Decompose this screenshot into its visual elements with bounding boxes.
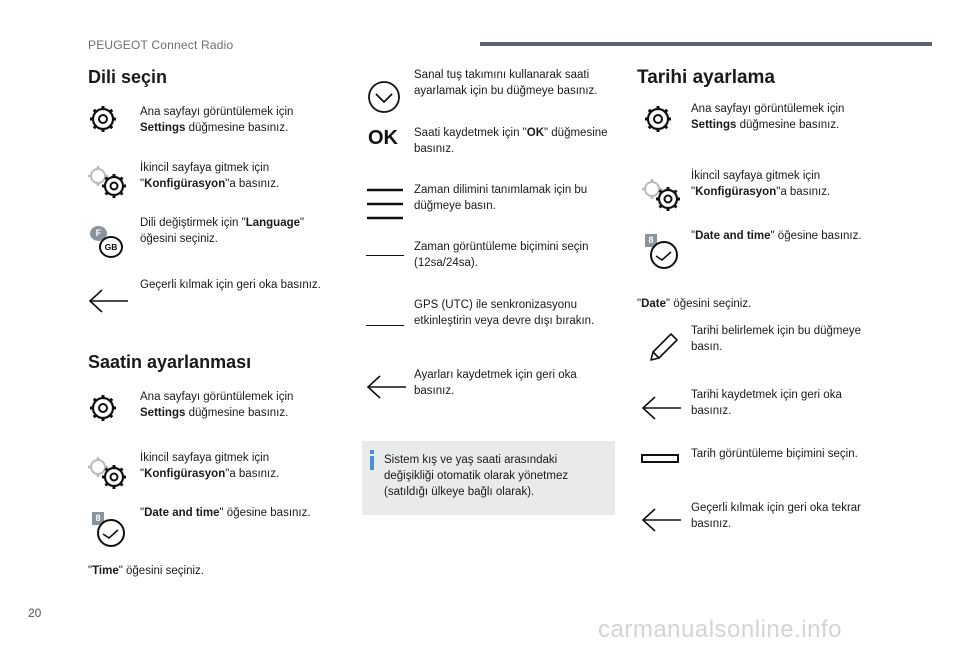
tarih-step-5: Tarihi kaydetmek için geri oka basınız. (691, 389, 842, 417)
language-flag-icon (90, 226, 126, 256)
pencil-icon (645, 330, 681, 366)
back-arrow-icon (88, 288, 130, 314)
section-title-saat: Saatin ayarlanması (88, 352, 252, 372)
date-format-icon (641, 454, 679, 463)
mid-step-4: Zaman görüntüleme biçimini seçin (12sa/24sa). (414, 241, 589, 269)
flag-gb-badge: GB (99, 236, 123, 258)
info-note-text: Sistem kış ve yaş saati arasındaki değişikliği otomatik olarak yönetmez (satıldığı ülkeye bağlı olarak). (384, 454, 569, 498)
page-number: 20 (28, 606, 42, 620)
mid-step-6: Ayarları kaydetmek için geri oka basınız. (414, 369, 577, 397)
dili-step-1: Ana sayfayı görüntülemek için Settings düğmesine basınız. (140, 106, 294, 134)
dili-step-2: İkincil sayfaya gitmek için "Konfigürasyon"a basınız. (140, 162, 280, 190)
gear-icon (643, 104, 673, 134)
header-title: PEUGEOT Connect Radio (88, 38, 234, 52)
tarih-step-6: Tarih görüntüleme biçimini seçin. (691, 448, 858, 460)
mid-step-1: Sanal tuş takımını kullanarak saati ayarlamak için bu düğmeye basınız. (414, 69, 598, 97)
gear-icon (88, 104, 118, 134)
back-arrow-icon (641, 395, 683, 421)
dili-step-4: Geçerli kılmak için geri oka basınız. (140, 279, 321, 291)
toggle-line-icon (366, 325, 404, 326)
tarih-step-4: Tarihi belirlemek için bu düğmeye basın. (691, 325, 862, 353)
clock-number-badge: 8 (92, 512, 104, 525)
mid-step-5: GPS (UTC) ile senkronizasyonu etkinleştirin veya devre dışı bırakın. (414, 299, 595, 327)
menu-lines-icon (366, 187, 404, 221)
tarih-step-1: Ana sayfayı görüntülemek için Settings düğmesine basınız. (691, 103, 845, 131)
mid-step-3: Zaman dilimini tanımlamak için bu düğmeye basın. (414, 184, 588, 212)
gear-icon (88, 393, 118, 423)
clock-number-badge: 8 (645, 234, 657, 247)
tarih-step-3: "Date and time" öğesine basınız. (691, 230, 862, 242)
toggle-line-icon (366, 255, 404, 256)
clock-icon (92, 512, 128, 552)
saat-step-3: "Date and time" öğesine basınız. (140, 507, 311, 519)
double-gear-icon (86, 455, 128, 491)
header-bar (480, 42, 932, 46)
tarih-step-2: İkincil sayfaya gitmek için "Konfigürasyon"a basınız. (691, 170, 831, 198)
saat-step-1: Ana sayfayı görüntülemek için Settings düğmesine basınız. (140, 391, 294, 419)
flag-f-badge: F (90, 226, 107, 241)
tarih-step-7: Geçerli kılmak için geri oka tekrar basınız. (691, 502, 861, 530)
section-title-tarih: Tarihi ayarlama (637, 67, 776, 88)
info-icon (368, 450, 376, 470)
saat-step-2: İkincil sayfaya gitmek için "Konfigürasyon"a basınız. (140, 452, 280, 480)
dili-step-3: Dili değiştirmek için "Language" öğesini seçiniz. (140, 217, 305, 245)
saat-select-time: "Time" öğesini seçiniz. (88, 565, 204, 577)
watermark: carmanualsonline.info (598, 616, 842, 643)
clock-icon (645, 234, 681, 274)
tarih-select-date: "Date" öğesini seçiniz. (637, 298, 752, 310)
double-gear-icon (640, 177, 682, 213)
back-arrow-icon (366, 374, 408, 400)
back-arrow-icon (641, 507, 683, 533)
double-gear-icon (86, 164, 128, 200)
mid-step-2: Saati kaydetmek için "OK" düğmesine basınız. (414, 127, 608, 155)
ok-icon: OK (368, 127, 398, 149)
check-circle-icon (367, 80, 401, 114)
section-title-dili: Dili seçin (88, 67, 168, 87)
